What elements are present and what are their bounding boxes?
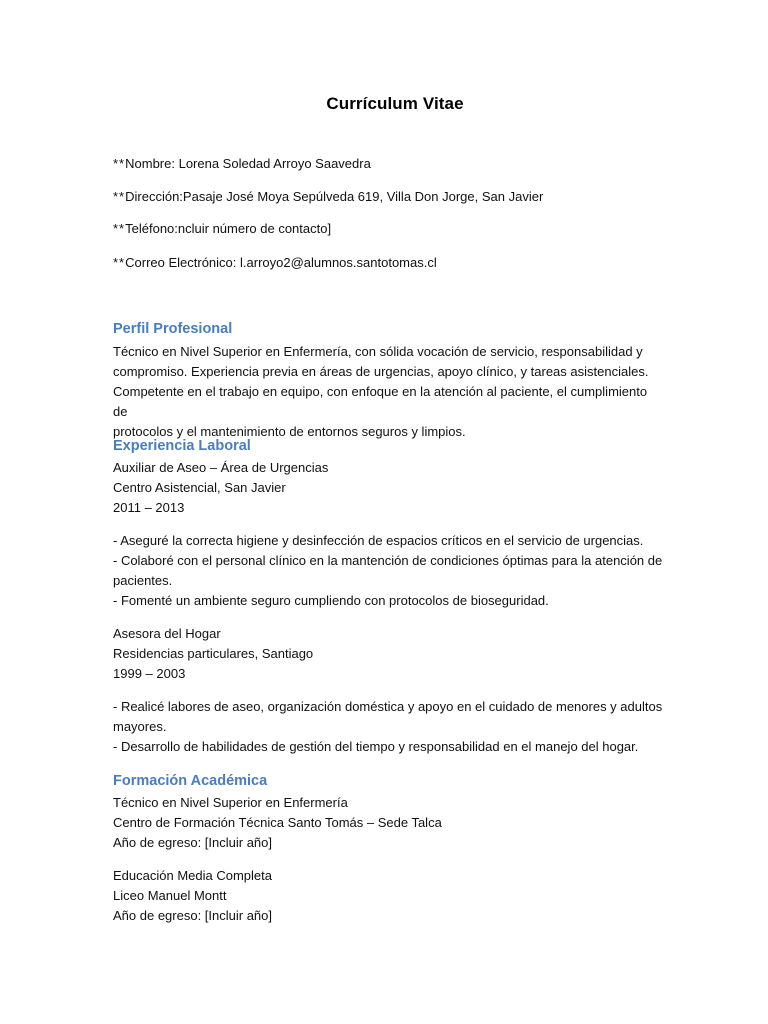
- contact-address-text: Dirección:Pasaje José Moya Sepúlveda 619, Villa Don Jorge, San Javier: [125, 189, 544, 204]
- job-period: 1999 – 2003: [113, 666, 186, 681]
- contact-name-text: Nombre: Lorena Soledad Arroyo Saavedra: [125, 156, 371, 171]
- bullet-marker: **: [113, 189, 126, 204]
- profile-line: Competente en el trabajo en equipo, con enfoque en la atención al paciente, el cumplimiento de: [113, 384, 648, 419]
- bullet-marker: **: [113, 255, 126, 270]
- job-bullet: - Realicé labores de aseo, organización doméstica y apoyo en el cuidado de menores y adultos: [113, 699, 663, 714]
- contact-phone: [113, 220, 673, 238]
- job-role: Auxiliar de Aseo – Área de Urgencias: [113, 460, 329, 475]
- job-bullet: - Desarrollo de habilidades de gestión del tiempo y responsabilidad en el manejo del hogar.: [113, 739, 639, 754]
- job-bullet: - Fomenté un ambiente seguro cumpliendo con protocolos de bioseguridad.: [113, 593, 549, 608]
- profile-line: protocolos y el mantenimiento de entornos seguros y limpios.: [113, 424, 466, 439]
- job-period: 2011 – 2013: [113, 500, 185, 515]
- education-graduation: Año de egreso: [Incluir año]: [113, 835, 272, 850]
- education-entry: [113, 793, 658, 853]
- education-graduation: Año de egreso: [Incluir año]: [113, 908, 272, 923]
- job-place: Centro Asistencial, San Javier: [113, 480, 286, 495]
- profile-line: Técnico en Nivel Superior en Enfermería, con sólida vocación de servicio, responsabilidad y: [113, 344, 643, 359]
- job-role: Asesora del Hogar: [113, 626, 221, 641]
- job-bullet: mayores.: [113, 719, 167, 734]
- contact-name: [113, 155, 673, 173]
- contact-phone-text: Teléfono:ncluir número de contacto]: [125, 221, 332, 236]
- section-heading-experience: Experiencia Laboral: [113, 438, 251, 454]
- contact-email: [113, 254, 673, 272]
- job-bullets: [113, 697, 663, 757]
- contact-address: [113, 188, 673, 206]
- section-heading-profile: Perfil Profesional: [113, 321, 233, 337]
- profile-paragraph: [113, 342, 661, 442]
- contact-email-text: Correo Electrónico: l.arroyo2@alumnos.santotomas.cl: [125, 255, 437, 270]
- bullet-marker: **: [113, 156, 126, 171]
- document-title: Currículum Vitae: [326, 94, 464, 113]
- job-bullets: [113, 531, 663, 611]
- job-entry: [113, 624, 658, 684]
- job-place: Residencias particulares, Santiago: [113, 646, 314, 661]
- education-institution: Centro de Formación Técnica Santo Tomás – Sede Talca: [113, 815, 442, 830]
- job-bullet: - Aseguré la correcta higiene y desinfección de espacios críticos en el servicio de urgencias.: [113, 533, 644, 548]
- education-entry: [113, 866, 658, 926]
- section-heading-education: Formación Académica: [113, 773, 268, 789]
- bullet-marker: **: [113, 221, 126, 236]
- education-degree: Técnico en Nivel Superior en Enfermería: [113, 795, 348, 810]
- job-bullet: - Colaboré con el personal clínico en la mantención de condiciones óptimas para la atención de: [113, 553, 663, 568]
- job-entry: [113, 458, 658, 518]
- education-degree: Educación Media Completa: [113, 868, 272, 883]
- education-institution: Liceo Manuel Montt: [113, 888, 227, 903]
- profile-line: compromiso. Experiencia previa en áreas de urgencias, apoyo clínico, y tareas asistenciales.: [113, 364, 649, 379]
- job-bullet: pacientes.: [113, 573, 173, 588]
